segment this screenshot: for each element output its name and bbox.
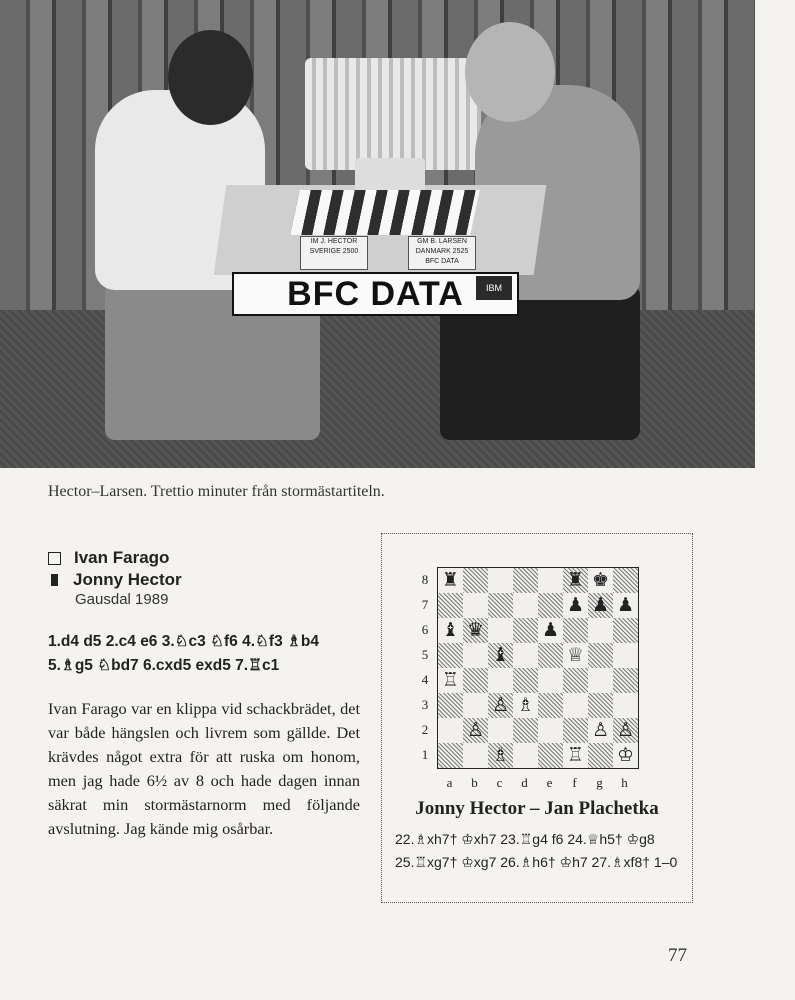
chess-piece-icon: ♜ — [441, 569, 460, 591]
chess-piece-icon: ♜ — [566, 569, 585, 591]
square-e2 — [538, 718, 563, 743]
commentary-text: Ivan Farago var en klippa vid schackbrädet, det var både hängslen och livrem som gällde. Det krävdes något extra för att ruska om honom, men jag hade 6½ av 8 och hade dagen innan säkrat min stormästarnorm med följande avslutning. Jag kände mig osårbar. — [48, 699, 360, 838]
square-d2 — [513, 718, 538, 743]
square-f8 — [563, 568, 588, 593]
file-label: c — [496, 775, 503, 790]
square-a7 — [438, 593, 463, 618]
black-player-name: Jonny Hector — [73, 570, 182, 589]
chess-piece-icon: ♗ — [491, 744, 510, 766]
square-g3 — [588, 693, 613, 718]
square-f2 — [563, 718, 588, 743]
square-g6 — [588, 618, 613, 643]
rank-label: 3 — [421, 697, 429, 712]
square-g7 — [588, 593, 613, 618]
photo-banner: BFC DATA — [232, 272, 519, 316]
rank-label: 4 — [421, 672, 429, 687]
square-h5 — [613, 643, 638, 668]
square-a8 — [438, 568, 463, 593]
chess-piece-icon: ♝ — [441, 619, 460, 641]
white-player-name: Ivan Farago — [74, 548, 170, 567]
black-square-icon — [51, 574, 58, 586]
chess-piece-icon: ♖ — [441, 669, 460, 691]
square-a3 — [438, 693, 463, 718]
photo-radiator — [305, 58, 481, 170]
chess-piece-icon: ♗ — [516, 694, 535, 716]
square-b4 — [463, 668, 488, 693]
rank-label: 1 — [421, 747, 429, 762]
square-h7 — [613, 593, 638, 618]
square-b7 — [463, 593, 488, 618]
square-f1 — [563, 743, 588, 768]
square-h4 — [613, 668, 638, 693]
file-label: g — [596, 775, 603, 790]
chess-piece-icon: ♙ — [466, 719, 485, 741]
square-f3 — [563, 693, 588, 718]
square-g2 — [588, 718, 613, 743]
square-h6 — [613, 618, 638, 643]
photo-ibm-tag: IBM — [476, 276, 512, 300]
chess-piece-icon: ♕ — [566, 644, 585, 666]
square-a5 — [438, 643, 463, 668]
chess-piece-icon: ♝ — [491, 644, 510, 666]
square-b6 — [463, 618, 488, 643]
square-g4 — [588, 668, 613, 693]
square-h1 — [613, 743, 638, 768]
square-a4 — [438, 668, 463, 693]
rank-label: 2 — [421, 722, 429, 737]
square-c3 — [488, 693, 513, 718]
black-player — [48, 569, 182, 591]
chess-diagram — [381, 533, 693, 903]
square-c2 — [488, 718, 513, 743]
photo-chessboard — [290, 190, 480, 235]
square-g1 — [588, 743, 613, 768]
chess-piece-icon: ♟ — [591, 594, 610, 616]
square-d5 — [513, 643, 538, 668]
file-label: e — [546, 775, 553, 790]
game-event: Gausdal 1989 — [75, 591, 169, 608]
chess-piece-icon: ♙ — [616, 719, 635, 741]
rank-labels — [418, 567, 432, 767]
square-e7 — [538, 593, 563, 618]
square-e6 — [538, 618, 563, 643]
white-player — [48, 547, 182, 569]
game-moves: 1.d4 d5 2.c4 e6 3.♘c3 ♘f6 4.♘f3 ♗b4 5.♗g5 ♘bd7 6.cxd5 exd5 7.♖c1 — [48, 633, 319, 674]
square-e1 — [538, 743, 563, 768]
square-c1 — [488, 743, 513, 768]
photo-name-sign-left: IM J. HECTOR SVERIGE 2500 — [300, 236, 368, 270]
square-f7 — [563, 593, 588, 618]
chess-piece-icon: ♟ — [616, 594, 635, 616]
diagram-title: Jonny Hector – Jan Plachetka — [415, 798, 659, 819]
photo-player-left-head — [168, 30, 253, 125]
square-h2 — [613, 718, 638, 743]
square-g5 — [588, 643, 613, 668]
square-c4 — [488, 668, 513, 693]
square-a1 — [438, 743, 463, 768]
square-b5 — [463, 643, 488, 668]
square-a2 — [438, 718, 463, 743]
rank-label: 6 — [421, 622, 429, 637]
photo-name-sign-right: GM B. LARSEN DANMARK 2525 BFC DATA — [408, 236, 476, 270]
square-d3 — [513, 693, 538, 718]
file-label: f — [572, 775, 577, 790]
chess-piece-icon: ♖ — [566, 744, 585, 766]
square-e5 — [538, 643, 563, 668]
square-f5 — [563, 643, 588, 668]
square-b3 — [463, 693, 488, 718]
photo — [0, 0, 755, 468]
photo-chess-clock — [355, 158, 425, 194]
white-square-icon — [48, 552, 61, 565]
square-e8 — [538, 568, 563, 593]
rank-label: 7 — [421, 597, 429, 612]
square-b2 — [463, 718, 488, 743]
square-d6 — [513, 618, 538, 643]
square-a6 — [438, 618, 463, 643]
square-h8 — [613, 568, 638, 593]
file-label: a — [446, 775, 453, 790]
diagram-solution: 22.♗xh7† ♔xh7 23.♖g4 f6 24.♕h5† ♔g8 25.♖xg7† ♔xg7 26.♗h6† ♔h7 27.♗xf8† 1–0 — [395, 831, 678, 870]
file-label: d — [521, 775, 528, 790]
square-h3 — [613, 693, 638, 718]
square-c6 — [488, 618, 513, 643]
square-d8 — [513, 568, 538, 593]
square-f4 — [563, 668, 588, 693]
chess-piece-icon: ♚ — [591, 569, 610, 591]
chess-piece-icon: ♙ — [491, 694, 510, 716]
chess-piece-icon: ♟ — [541, 619, 560, 641]
square-f6 — [563, 618, 588, 643]
file-labels — [437, 775, 637, 791]
chess-piece-icon: ♟ — [566, 594, 585, 616]
square-c7 — [488, 593, 513, 618]
square-g8 — [588, 568, 613, 593]
chess-piece-icon: ♙ — [591, 719, 610, 741]
file-label: h — [621, 775, 628, 790]
photo-caption: Hector–Larsen. Trettio minuter från stormästartiteln. — [48, 483, 385, 500]
square-e4 — [538, 668, 563, 693]
rank-label: 8 — [421, 572, 429, 587]
photo-player-right-head — [465, 22, 555, 122]
square-d4 — [513, 668, 538, 693]
rank-label: 5 — [421, 647, 429, 662]
file-label: b — [471, 775, 478, 790]
square-d1 — [513, 743, 538, 768]
page-number: 77 — [668, 945, 687, 966]
square-c5 — [488, 643, 513, 668]
chess-piece-icon: ♛ — [466, 619, 485, 641]
chess-piece-icon: ♔ — [616, 744, 635, 766]
chessboard — [437, 567, 639, 769]
square-c8 — [488, 568, 513, 593]
square-b1 — [463, 743, 488, 768]
game-header — [48, 547, 182, 611]
square-d7 — [513, 593, 538, 618]
square-e3 — [538, 693, 563, 718]
square-b8 — [463, 568, 488, 593]
